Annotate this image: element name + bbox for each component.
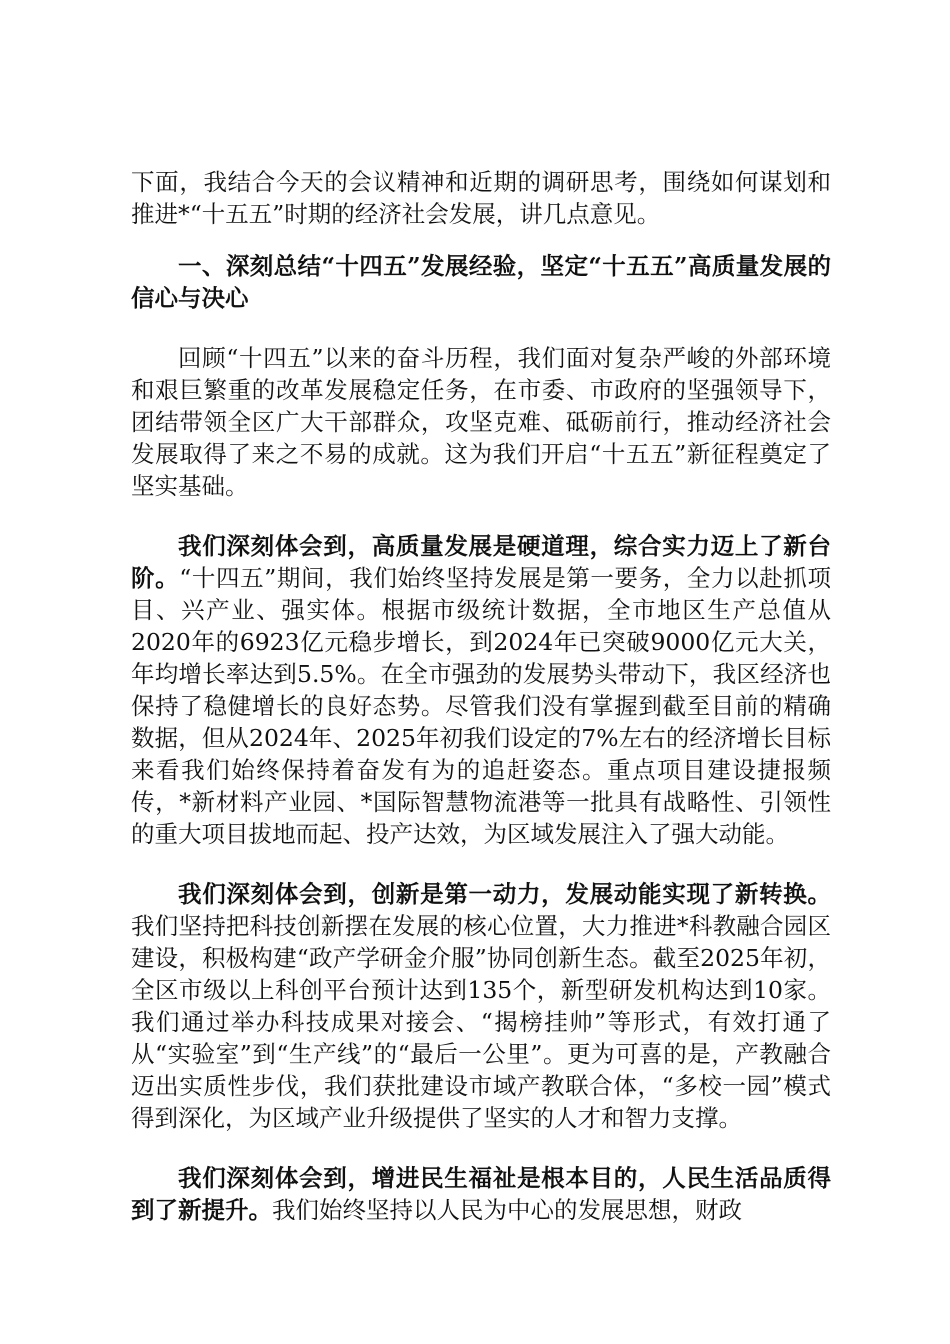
innovation-body-text: 我们坚持把科技创新摆在发展的核心位置，大力推进*科教融合园区建设，积极构建“政产学研金介服”协同创新生态。截至2025年初，全区市级以上科创平台预计达到135个，新型研发机构达到10家。我们通过举办科技成果对接会、“揭榜挂帅”等形式，有效打通了从“实验室”到“生产线”的“最后一公里”。更为可喜的是，产教融合迈出实质性步伐，我们获批建设市域产教联合体，“多校一园”模式得到深化，为区域产业升级提供了坚实的人才和智力支撑。 [131,912,831,1132]
quality-paragraph [131,530,831,850]
innovation-lead-sentence: 我们深刻体会到，创新是第一动力，发展动能实现了新转换。 [178,880,831,908]
section-heading: 一、深刻总结“十四五”发展经验，坚定“十五五”高质量发展的信心与决心 [131,252,831,312]
quality-lead-sentence: 我们深刻体会到，高质量发展是硬道理，综合实力迈上了新台阶。 [131,532,831,592]
livelihood-lead-sentence: 我们深刻体会到，增进民生福祉是根本目的，人民生活品质得到了新提升。 [131,1164,831,1224]
livelihood-body-text: 我们始终坚持以人民为中心的发展思想，财政 [272,1196,742,1224]
review-paragraph: 回顾“十四五”以来的奋斗历程，我们面对复杂严峻的外部环境和艰巨繁重的改革发展稳定任务，在市委、市政府的坚强领导下，团结带领全区广大干部群众，攻坚克难、砥砺前行，推动经济社会发展取得了来之不易的成就。这为我们开启“十五五”新征程奠定了坚实基础。 [131,344,831,500]
livelihood-paragraph [131,1162,831,1226]
quality-body-text: “十四五”期间，我们始终坚持发展是第一要务，全力以赴抓项目、兴产业、强实体。根据市级统计数据，全市地区生产总值从2020年的6923亿元稳步增长，到2024年已突破9000亿元大关，年均增长率达到5.5%。在全市强劲的发展势头带动下，我区经济也保持了稳健增长的良好态势。尽管我们没有掌握到截至目前的精确数据，但从2024年、2025年初我们设定的7%左右的经济增长目标来看我们始终保持着奋发有为的追赶姿态。重点项目建设捷报频传，*新材料产业园、*国际智慧物流港等一批具有战略性、引领性的重大项目拔地而起、投产达效，为区域发展注入了强大动能。 [131,564,832,848]
intro-paragraph: 下面，我结合今天的会议精神和近期的调研思考，围绕如何谋划和推进*“十五五”时期的经济社会发展，讲几点意见。 [131,168,831,228]
document-body [131,166,831,1226]
innovation-paragraph [131,878,831,1134]
